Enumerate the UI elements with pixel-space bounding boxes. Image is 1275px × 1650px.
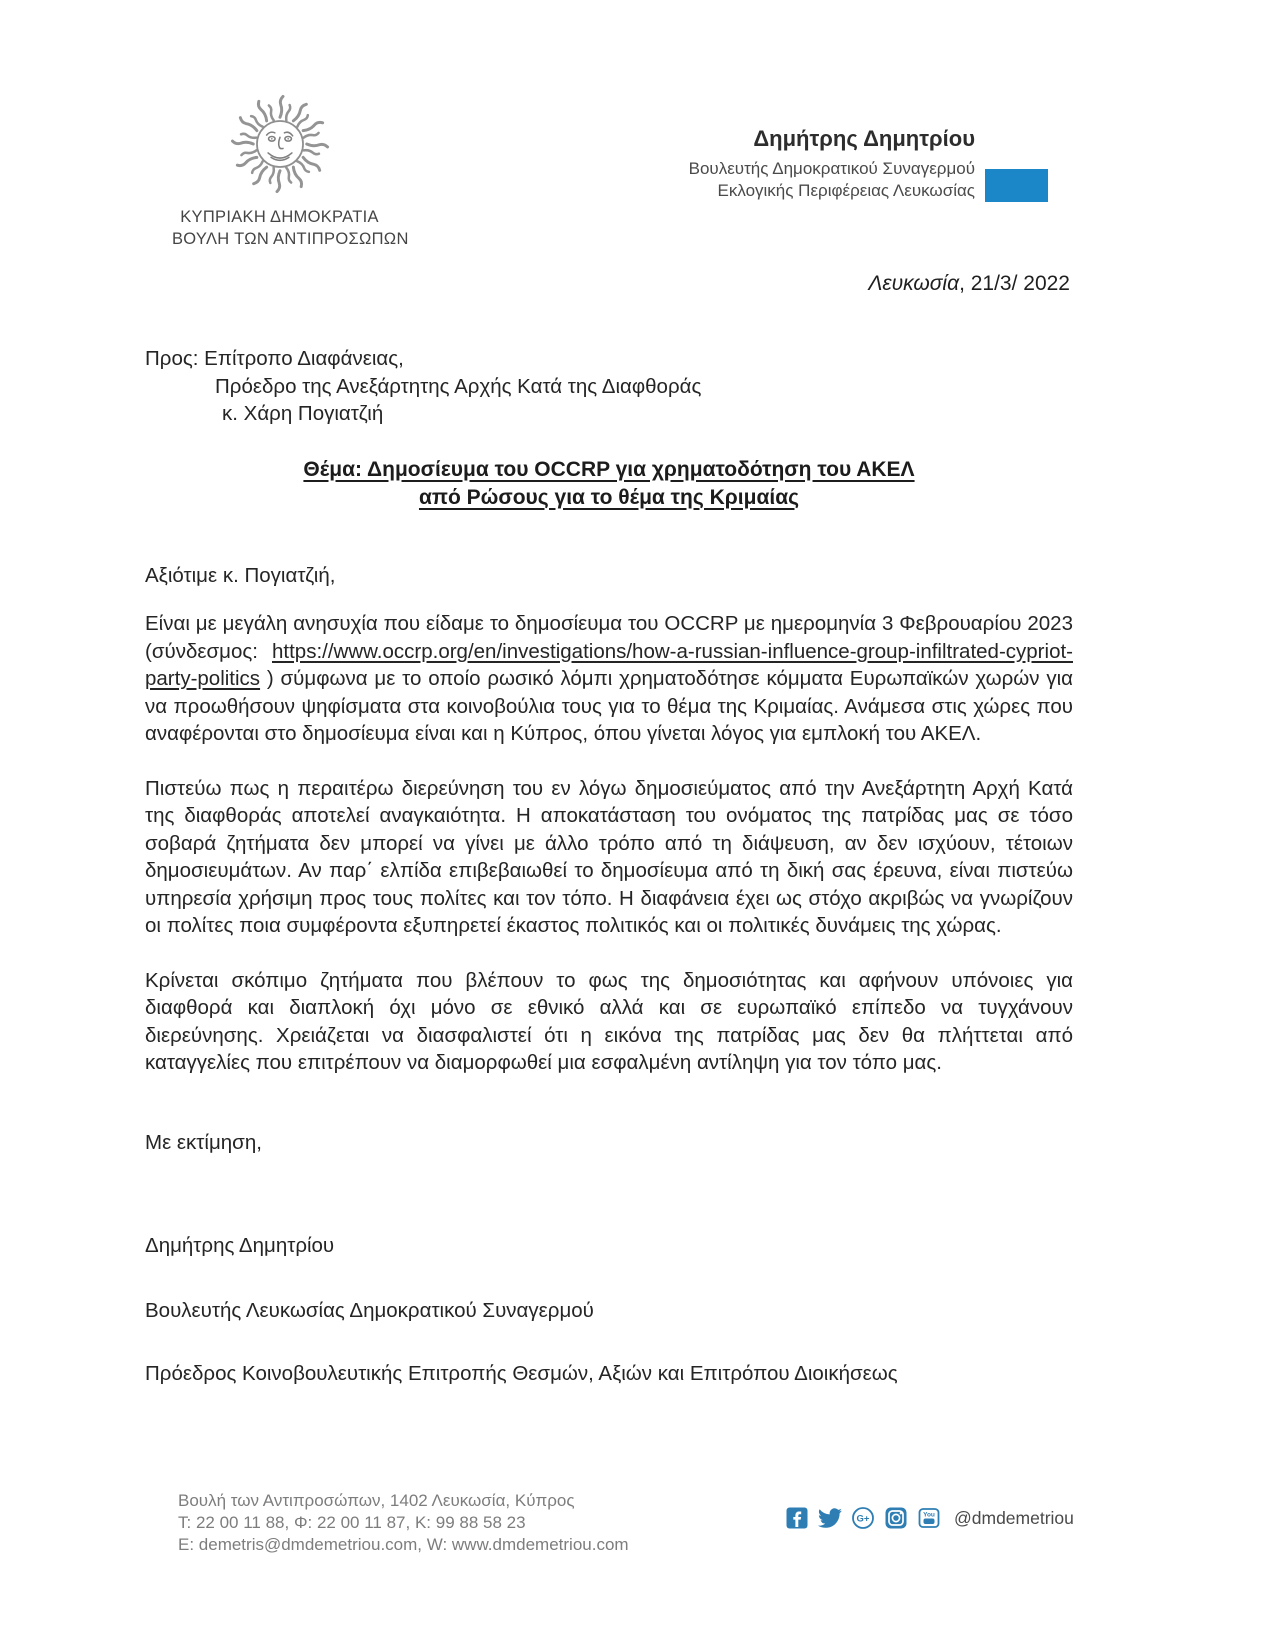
svg-text:You: You <box>923 1511 935 1519</box>
occrp-article-link[interactable]: https://www.occrp.org/en/investigations/how-a-russian-influence-group-infiltrated-cypriot-party-politics <box>145 639 1073 690</box>
social-media-row <box>785 1506 1074 1530</box>
google-plus-icon[interactable] <box>851 1506 875 1530</box>
footer-address: Βουλή των Αντιπροσώπων, 1402 Λευκωσία, Κύπρος <box>178 1491 575 1510</box>
subject-heading <box>145 456 1073 512</box>
twitter-icon[interactable] <box>818 1506 842 1530</box>
recipient-label: Προς: <box>145 347 199 370</box>
salutation: Αξιότιμε κ. Πογιατζιή, <box>145 563 336 587</box>
sender-title: Βουλευτής Δημοκρατικού Συναγερμού <box>688 159 975 178</box>
paragraph-1 <box>145 610 1073 748</box>
paragraph-1-text-after-link: ) σύμφωνα με το οποίο ρωσικό λόμπι χρηματοδότησε κόμματα Ευρωπαϊκών χωρών για να προωθήσουν ψηφίσματα στα κοινοβούλια τους για το θέμα της Κριμαίας. Ανάμεσα στις χώρες που αναφέρονται στο δημοσίευμα είναι και η Κύπρος, όπου γίνεται λόγος για εμπλοκή του ΑΚΕΛ. <box>145 667 1073 745</box>
signature-name: Δημήτρης Δημητρίου <box>145 1234 335 1257</box>
letter-body <box>145 345 1073 1388</box>
sun-face-emblem-icon <box>228 92 332 196</box>
accent-color-rectangle <box>985 169 1048 202</box>
youtube-icon[interactable] <box>917 1506 941 1530</box>
subject-line-2: από Ρώσους για το θέμα της Κριμαίας <box>418 485 800 509</box>
emblem-caption-line2: ΒΟΥΛΗ ΤΩΝ ΑΝΤΙΠΡΟΣΩΠΩΝ <box>172 230 409 248</box>
social-handle: @dmdemetriou <box>954 1507 1074 1528</box>
emblem-caption-line1: ΚΥΠΡΙΑΚΗ ΔΗΜΟΚΡΑΤΙΑ <box>180 208 379 226</box>
recipient-line-3: κ. Χάρη Πογιατζιή <box>222 402 384 425</box>
closing-salutation: Με εκτίμηση, <box>145 1130 262 1154</box>
subject-line-1: Θέμα: Δημοσίευμα του OCCRP για χρηματοδότηση του ΑΚΕΛ <box>303 457 915 481</box>
date-line <box>868 272 1070 296</box>
instagram-icon[interactable] <box>884 1506 908 1530</box>
sender-header-block <box>689 126 1048 202</box>
footer-contact-block <box>178 1490 629 1556</box>
recipient-name-1: Επίτροπο Διαφάνειας, <box>198 347 404 370</box>
footer-phones: Τ: 22 00 11 88, Φ: 22 00 11 87, Κ: 99 88 58 23 <box>178 1513 526 1532</box>
sender-name: Δημήτρης Δημητρίου <box>753 126 975 151</box>
paragraph-2: Πιστεύω πως η περαιτέρω διερεύνηση του εν λόγω δημοσιεύματος από την Ανεξάρτητη Αρχή Κατά της διαφθοράς αποτελεί αναγκαιότητα. Η αποκατάσταση του ονόματος της πατρίδας μας σε τόσο σοβαρά ζητήματα δεν μπορεί να γίνει με άλλο τρόπο από τη διάψευση, αν δεν ισχύουν, τέτοιων δημοσιευμάτων. Αν παρ΄ ελπίδα επιβεβαιωθεί το δημοσίευμα από τη δική σας έρευνα, είναι πιστεύω υπηρεσία χρήσιμη προς τους πολίτες και τον τόπο. Η διαφάνεια έχει ως στόχο ακριβώς να γνωρίζουν οι πολίτες ποια συμφέροντα εξυπηρετεί έκαστος πολιτικός και οι πολιτικές δυνάμεις της χώρας. <box>145 776 1073 937</box>
parliament-emblem-block <box>172 92 409 250</box>
recipient-line-2: Πρόεδρο της Ανεξάρτητης Αρχής Κατά της Διαφθοράς <box>215 374 702 398</box>
recipient-line-1 <box>145 345 1073 373</box>
svg-text:G+: G+ <box>856 1513 870 1525</box>
date-place: Λευκωσία <box>868 272 960 295</box>
signature-role-1: Βουλευτής Λευκωσίας Δημοκρατικού Συναγερμού <box>145 1298 594 1322</box>
paragraph-3: Κρίνεται σκόπιμο ζητήματα που βλέπουν το φως της δημοσιότητας και αφήνουν υπόνοιες για διαφθορά και διαπλοκή όχι μόνο σε εθνικό αλλά και σε ευρωπαϊκό επίπεδο να τυγχάνουν διερεύνησης. Χρειάζεται να διασφαλιστεί ότι η εικόνα της πατρίδας μας δεν θα πλήττεται από καταγγελίες που επιτρέπουν να διαμορφωθεί μια εσφαλμένη αντίληψη για τον τόπο μας. <box>145 968 1073 1074</box>
sender-district: Εκλογικής Περιφέρειας Λευκωσίας <box>717 181 975 200</box>
date-value: , 21/3/ 2022 <box>959 272 1070 295</box>
facebook-icon[interactable] <box>785 1506 809 1530</box>
signature-role-2: Πρόεδρος Κοινοβουλευτικής Επιτροπής Θεσμών, Αξιών και Επιτρόπου Διοικήσεως <box>145 1362 898 1385</box>
paragraph-1-text-before-link: Είναι με μεγάλη ανησυχία που είδαμε το δημοσίευμα του OCCRP με ημερομηνία 3 Φεβρουαρίου 2023 (σύνδεσμος: <box>145 612 1073 663</box>
footer-email-web: Ε: demetris@dmdemetriou.com, W: www.dmdemetriou.com <box>178 1535 629 1554</box>
